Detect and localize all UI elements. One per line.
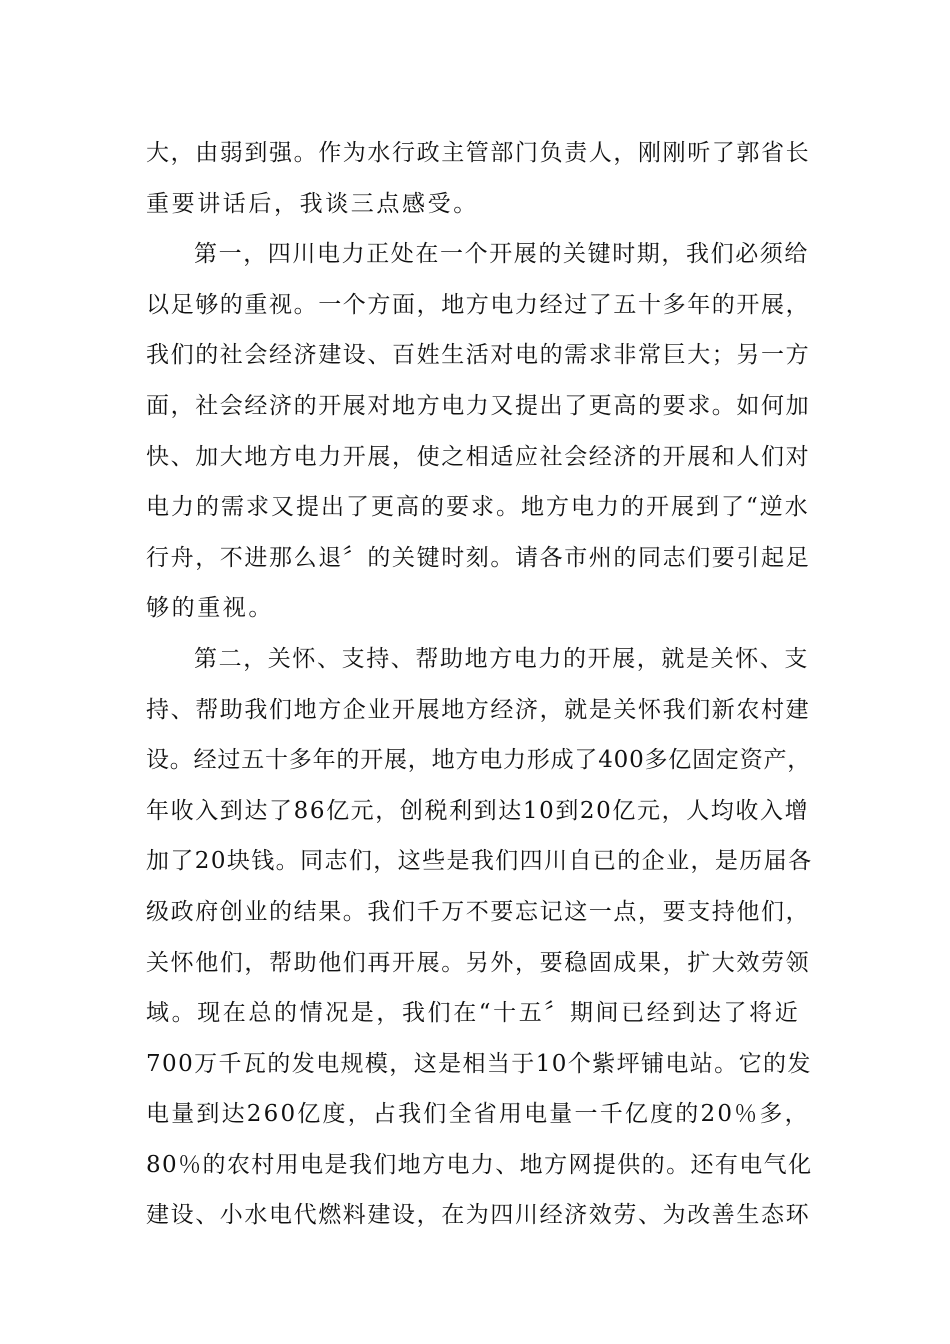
text-line: 电力的需求又提出了更高的要求。地方电力的开展到了“逆水 [146,494,810,521]
paragraph-first-line: 第二，关怀、支持、帮助地方电力的开展，就是关怀、支 [194,645,809,672]
text-line: 级政府创业的结果。我们千万不要忘记这一点，要支持他们， [146,898,811,925]
text-line: 持、帮助我们地方企业开展地方经济，就是关怀我们新农村建 [146,696,811,723]
text-line: 够的重视。 [146,595,274,622]
text-line: 建设、小水电代燃料建设，在为四川经济效劳、为改善生态环 [146,1202,811,1229]
text-line: 以足够的重视。一个方面，地方电力经过了五十多年的开展， [146,291,811,318]
body-text [146,128,812,1241]
text-line: 700万千瓦的发电规模，这是相当于10个紫坪铺电站。它的发 [146,1050,812,1077]
text-line: 行舟，不进那么退〞的关键时刻。请各市州的同志们要引起足 [146,544,811,571]
text-line: 电量到达260亿度，占我们全省用电量一千亿度的20％多， [146,1101,810,1128]
text-line: 重要讲话后，我谈三点感受。 [146,190,479,217]
text-line: 我们的社会经济建设、百姓生活对电的需求非常巨大；另一方 [146,342,811,369]
text-line: 年收入到达了86亿元，创税利到达10到20亿元，人均收入增 [146,797,810,824]
paragraph-first-line: 第一，四川电力正处在一个开展的关键时期，我们必须给 [194,241,809,268]
text-line: 快、加大地方电力开展，使之相适应社会经济的开展和人们对 [146,443,811,470]
text-line: 80％的农村用电是我们地方电力、地方网提供的。还有电气化 [146,1151,813,1178]
text-line: 面，社会经济的开展对地方电力又提出了更高的要求。如何加 [146,392,811,419]
text-line: 大，由弱到强。作为水行政主管部门负责人，刚刚听了郭省长 [146,140,811,166]
text-line: 设。经过五十多年的开展，地方电力形成了400多亿固定资产， [146,747,812,774]
text-line: 加了20块钱。同志们，这些是我们四川自已的企业，是历届各 [146,848,813,875]
text-line: 关怀他们，帮助他们再开展。另外，要稳固成果，扩大效劳领 [146,949,811,976]
text-line: 域。现在总的情况是，我们在“十五〞期间已经到达了将近 [146,1000,801,1027]
